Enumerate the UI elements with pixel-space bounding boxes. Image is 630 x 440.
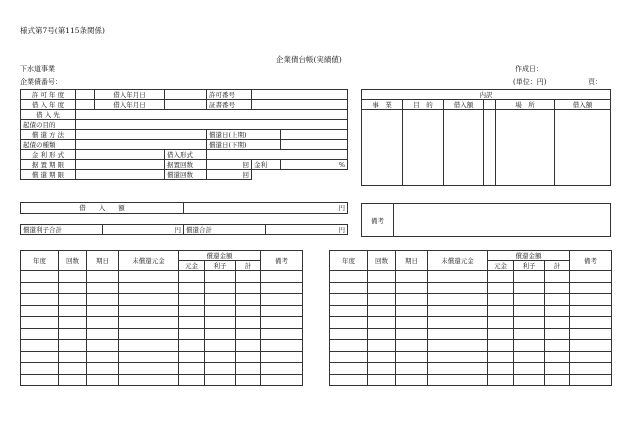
schedule-cell	[396, 294, 428, 306]
grace-count-label: 据置回数	[165, 160, 207, 170]
bond-type-label: 起債の種類	[21, 140, 76, 150]
schedule-cell	[205, 282, 236, 294]
breakdown-table	[361, 89, 611, 186]
schedule-cell	[396, 271, 428, 283]
principal-header: 元金	[488, 261, 514, 271]
repay-date-second-label: 償還日(下期)	[207, 140, 281, 150]
schedule-cell	[179, 317, 205, 329]
schedule-cell	[236, 294, 261, 306]
grace-period-value	[76, 160, 165, 170]
borrow-year-label: 借 入 年 度	[21, 100, 76, 110]
schedule-cell	[87, 374, 119, 386]
schedule-row	[21, 282, 303, 294]
breakdown-header-amount-2: 借入額	[555, 100, 611, 110]
borrow-type-label: 借入形式	[165, 150, 207, 160]
term-header: 期日	[396, 251, 428, 271]
amount-table	[20, 202, 348, 235]
schedule-cell	[570, 351, 612, 363]
breakdown-body-amount	[444, 110, 484, 186]
schedule-cell	[119, 340, 179, 352]
interest-header: 利子	[205, 261, 236, 271]
schedule-cell	[261, 363, 303, 375]
schedule-cell	[488, 294, 514, 306]
schedule-cell	[179, 374, 205, 386]
schedule-cell	[236, 305, 261, 317]
schedule-row	[330, 305, 612, 317]
schedule-cell	[87, 282, 119, 294]
schedule-cell	[205, 305, 236, 317]
schedule-cell	[59, 340, 87, 352]
breakdown-body-business	[362, 110, 403, 186]
schedule-cell	[261, 374, 303, 386]
repay-total-value: 円	[266, 225, 348, 235]
created-date-label: 作成日：	[515, 65, 543, 73]
schedule-cell	[59, 271, 87, 283]
schedule-row	[330, 363, 612, 375]
schedule-cell	[488, 374, 514, 386]
schedule-cell	[514, 328, 545, 340]
bond-info-table	[20, 89, 348, 180]
schedule-cell	[179, 340, 205, 352]
schedule-cell	[179, 351, 205, 363]
schedule-row	[21, 305, 303, 317]
interest-type-label: 金 利 形 式	[21, 150, 76, 160]
borrow-type-value	[207, 150, 348, 160]
schedule-cell	[236, 374, 261, 386]
term-header: 期日	[87, 251, 119, 271]
breakdown-header-gap	[484, 100, 496, 110]
schedule-cell	[545, 340, 570, 352]
schedule-cell	[488, 340, 514, 352]
schedule-cell	[545, 363, 570, 375]
repay-date-second-value	[281, 140, 348, 150]
breakdown-header-amount: 借入額	[444, 100, 484, 110]
schedule-cell	[330, 374, 368, 386]
schedule-cell	[570, 328, 612, 340]
schedule-row	[21, 294, 303, 306]
schedule-cell	[87, 271, 119, 283]
schedule-cell	[261, 317, 303, 329]
schedule-cell	[368, 351, 396, 363]
schedule-cell	[396, 305, 428, 317]
schedule-cell	[21, 374, 59, 386]
borrow-date-label: 借入年月日	[95, 90, 165, 100]
schedule-cell	[428, 271, 488, 283]
schedule-cell	[428, 282, 488, 294]
interest-rate-label: 金利	[252, 160, 281, 170]
borrow-date-label-2: 借入年月日	[95, 100, 165, 110]
schedule-cell	[87, 328, 119, 340]
schedule-cell	[428, 340, 488, 352]
breakdown-header-place: 場 所	[496, 100, 555, 110]
schedule-cell	[205, 340, 236, 352]
repay-total-label: 償還合計	[184, 225, 266, 235]
schedule-cell	[368, 282, 396, 294]
schedule-cell	[179, 282, 205, 294]
schedule-cell	[87, 317, 119, 329]
schedule-cell	[119, 363, 179, 375]
schedule-cell	[87, 351, 119, 363]
schedule-cell	[205, 363, 236, 375]
schedule-cell	[21, 282, 59, 294]
permit-year-value	[76, 90, 95, 100]
amount-spacer	[21, 214, 348, 225]
borrow-amount-label: 借 入 額	[21, 203, 184, 214]
schedule-row	[330, 340, 612, 352]
schedule-row	[21, 271, 303, 283]
schedule-cell	[570, 340, 612, 352]
schedule-cell	[261, 351, 303, 363]
schedule-cell	[330, 328, 368, 340]
schedule-cell	[428, 294, 488, 306]
unpaid-principal-header: 未償還元金	[119, 251, 179, 271]
schedule-cell	[545, 271, 570, 283]
borrow-date-value-2	[165, 100, 207, 110]
schedule-cell	[87, 305, 119, 317]
schedule-cell	[545, 351, 570, 363]
schedule-cell	[330, 340, 368, 352]
repay-method-value	[76, 130, 207, 140]
schedule-cell	[21, 340, 59, 352]
interest-type-value	[76, 150, 165, 160]
schedule-cell	[514, 317, 545, 329]
schedule-cell	[205, 374, 236, 386]
schedule-cell	[119, 351, 179, 363]
bond-number-label: 企業債番号：	[20, 78, 62, 86]
count-header: 回数	[59, 251, 87, 271]
schedule-cell	[368, 363, 396, 375]
schedule-cell	[21, 363, 59, 375]
schedule-cell	[570, 282, 612, 294]
schedule-cell	[330, 294, 368, 306]
schedule-cell	[261, 282, 303, 294]
schedule-cell	[545, 305, 570, 317]
repayment-schedule-left	[20, 250, 303, 386]
breakdown-body-purpose	[403, 110, 444, 186]
schedule-cell	[119, 317, 179, 329]
breakdown-body-gap	[484, 110, 496, 186]
schedule-cell	[119, 328, 179, 340]
schedule-row	[330, 271, 612, 283]
schedule-cell	[368, 374, 396, 386]
total-header: 計	[236, 261, 261, 271]
schedule-cell	[59, 374, 87, 386]
schedule-cell	[545, 282, 570, 294]
schedule-cell	[21, 271, 59, 283]
lender-label: 借 入 先	[21, 110, 76, 120]
breakdown-header-purpose: 目 的	[403, 100, 444, 110]
schedule-cell	[545, 374, 570, 386]
schedule-cell	[119, 282, 179, 294]
borrow-amount-value: 円	[184, 203, 348, 214]
schedule-cell	[59, 294, 87, 306]
purpose-label: 起債の目的	[21, 120, 76, 130]
schedule-cell	[330, 282, 368, 294]
schedule-cell	[396, 340, 428, 352]
schedule-cell	[330, 351, 368, 363]
schedule-cell	[59, 363, 87, 375]
repay-period-value	[76, 170, 165, 180]
schedule-cell	[368, 305, 396, 317]
schedule-row	[21, 317, 303, 329]
schedule-cell	[179, 328, 205, 340]
lender-value	[76, 110, 348, 120]
schedule-cell	[87, 340, 119, 352]
schedule-cell	[514, 363, 545, 375]
repayment-schedule-right	[329, 250, 612, 386]
schedule-cell	[179, 305, 205, 317]
schedule-cell	[570, 317, 612, 329]
schedule-cell	[236, 282, 261, 294]
schedule-row	[330, 328, 612, 340]
schedule-cell	[570, 305, 612, 317]
schedule-row	[330, 351, 612, 363]
schedule-cell	[87, 363, 119, 375]
schedule-cell	[545, 317, 570, 329]
remarks-box	[361, 203, 611, 237]
remarks-label-cell	[362, 204, 394, 236]
schedule-row	[21, 340, 303, 352]
schedule-cell	[368, 340, 396, 352]
schedule-cell	[236, 271, 261, 283]
schedule-cell	[488, 317, 514, 329]
schedule-row	[330, 294, 612, 306]
remarks-label: 備考	[371, 216, 384, 225]
schedule-cell	[119, 374, 179, 386]
unpaid-principal-header: 未償還元金	[428, 251, 488, 271]
remarks-header: 備考	[570, 251, 612, 271]
schedule-row	[21, 363, 303, 375]
schedule-cell	[488, 328, 514, 340]
schedule-row	[330, 317, 612, 329]
schedule-cell	[21, 317, 59, 329]
schedule-cell	[205, 351, 236, 363]
blank-cell	[252, 170, 348, 180]
total-header: 計	[545, 261, 570, 271]
schedule-cell	[396, 317, 428, 329]
count-header: 回数	[368, 251, 396, 271]
schedule-cell	[205, 317, 236, 329]
permit-year-label: 許 可 年 度	[21, 90, 76, 100]
schedule-cell	[119, 294, 179, 306]
permit-number-label: 許可番号	[207, 90, 252, 100]
schedule-row	[21, 328, 303, 340]
repay-count-unit: 回	[207, 170, 252, 180]
schedule-cell	[428, 351, 488, 363]
year-header: 年度	[21, 251, 59, 271]
schedule-cell	[261, 294, 303, 306]
schedule-cell	[368, 271, 396, 283]
schedule-cell	[59, 317, 87, 329]
schedule-row	[21, 374, 303, 386]
schedule-cell	[368, 317, 396, 329]
repay-date-first-label: 償還日(上期)	[207, 130, 281, 140]
breakdown-body-place	[496, 110, 555, 186]
schedule-cell	[236, 340, 261, 352]
schedule-cell	[261, 271, 303, 283]
schedule-cell	[514, 305, 545, 317]
interest-rate-unit: %	[281, 160, 348, 170]
schedule-cell	[514, 282, 545, 294]
schedule-cell	[570, 374, 612, 386]
schedule-cell	[21, 328, 59, 340]
schedule-cell	[236, 328, 261, 340]
schedule-cell	[514, 374, 545, 386]
schedule-cell	[87, 294, 119, 306]
schedule-cell	[236, 351, 261, 363]
schedule-cell	[488, 363, 514, 375]
grace-period-label: 据 置 期 限	[21, 160, 76, 170]
breakdown-title: 内訳	[362, 90, 611, 100]
schedule-cell	[119, 305, 179, 317]
schedule-cell	[179, 271, 205, 283]
bond-type-value	[76, 140, 207, 150]
year-header: 年度	[330, 251, 368, 271]
schedule-cell	[428, 374, 488, 386]
schedule-row	[21, 351, 303, 363]
borrow-date-value	[165, 90, 207, 100]
schedule-cell	[545, 328, 570, 340]
schedule-row	[330, 374, 612, 386]
schedule-cell	[488, 305, 514, 317]
purpose-value	[76, 120, 348, 130]
schedule-cell	[368, 294, 396, 306]
repay-amount-header: 償還金額	[488, 251, 570, 261]
permit-number-value	[252, 90, 348, 100]
schedule-cell	[59, 351, 87, 363]
schedule-cell	[396, 363, 428, 375]
business-name: 下水道事業	[20, 65, 55, 73]
remarks-header: 備考	[261, 251, 303, 271]
interest-header: 利子	[514, 261, 545, 271]
schedule-cell	[570, 271, 612, 283]
schedule-cell	[428, 363, 488, 375]
schedule-cell	[330, 305, 368, 317]
schedule-cell	[514, 351, 545, 363]
unit-label: (単位：円)	[513, 78, 547, 86]
schedule-cell	[236, 363, 261, 375]
schedule-cell	[428, 317, 488, 329]
schedule-cell	[396, 374, 428, 386]
schedule-cell	[205, 328, 236, 340]
schedule-cell	[59, 328, 87, 340]
certificate-number-value	[252, 100, 348, 110]
schedule-cell	[330, 363, 368, 375]
schedule-cell	[396, 328, 428, 340]
schedule-cell	[570, 294, 612, 306]
repay-period-label: 償 還 期 限	[21, 170, 76, 180]
schedule-cell	[330, 271, 368, 283]
repay-method-label: 償 還 方 法	[21, 130, 76, 140]
schedule-cell	[514, 294, 545, 306]
schedule-cell	[21, 351, 59, 363]
schedule-cell	[514, 271, 545, 283]
certificate-number-label: 証書番号	[207, 100, 252, 110]
schedule-cell	[330, 317, 368, 329]
schedule-cell	[59, 305, 87, 317]
schedule-cell	[488, 271, 514, 283]
schedule-cell	[179, 363, 205, 375]
schedule-cell	[514, 340, 545, 352]
interest-total-label: 償還利子合計	[21, 225, 103, 235]
repay-amount-header: 償還金額	[179, 251, 261, 261]
schedule-cell	[545, 294, 570, 306]
breakdown-header-business: 事 業	[362, 100, 403, 110]
repay-count-label: 償還回数	[165, 170, 207, 180]
repay-date-first-value	[281, 130, 348, 140]
schedule-cell	[261, 328, 303, 340]
schedule-cell	[205, 271, 236, 283]
schedule-cell	[261, 340, 303, 352]
schedule-cell	[59, 282, 87, 294]
principal-header: 元金	[179, 261, 205, 271]
schedule-cell	[488, 282, 514, 294]
page-label: 頁：	[588, 78, 602, 86]
grace-count-unit: 回	[207, 160, 252, 170]
form-number: 様式第7号(第115条関係)	[20, 26, 105, 35]
interest-total-value: 円	[103, 225, 184, 235]
schedule-cell	[261, 305, 303, 317]
schedule-cell	[21, 294, 59, 306]
schedule-cell	[236, 317, 261, 329]
page-title: 企業債台帳(実績値)	[276, 55, 342, 64]
borrow-year-value	[76, 100, 95, 110]
breakdown-body-amount-2	[555, 110, 611, 186]
schedule-cell	[205, 294, 236, 306]
schedule-cell	[570, 363, 612, 375]
schedule-cell	[119, 271, 179, 283]
schedule-cell	[21, 305, 59, 317]
schedule-cell	[488, 351, 514, 363]
schedule-cell	[179, 294, 205, 306]
schedule-cell	[396, 282, 428, 294]
schedule-cell	[428, 328, 488, 340]
schedule-cell	[368, 328, 396, 340]
schedule-row	[330, 282, 612, 294]
schedule-cell	[428, 305, 488, 317]
schedule-cell	[396, 351, 428, 363]
